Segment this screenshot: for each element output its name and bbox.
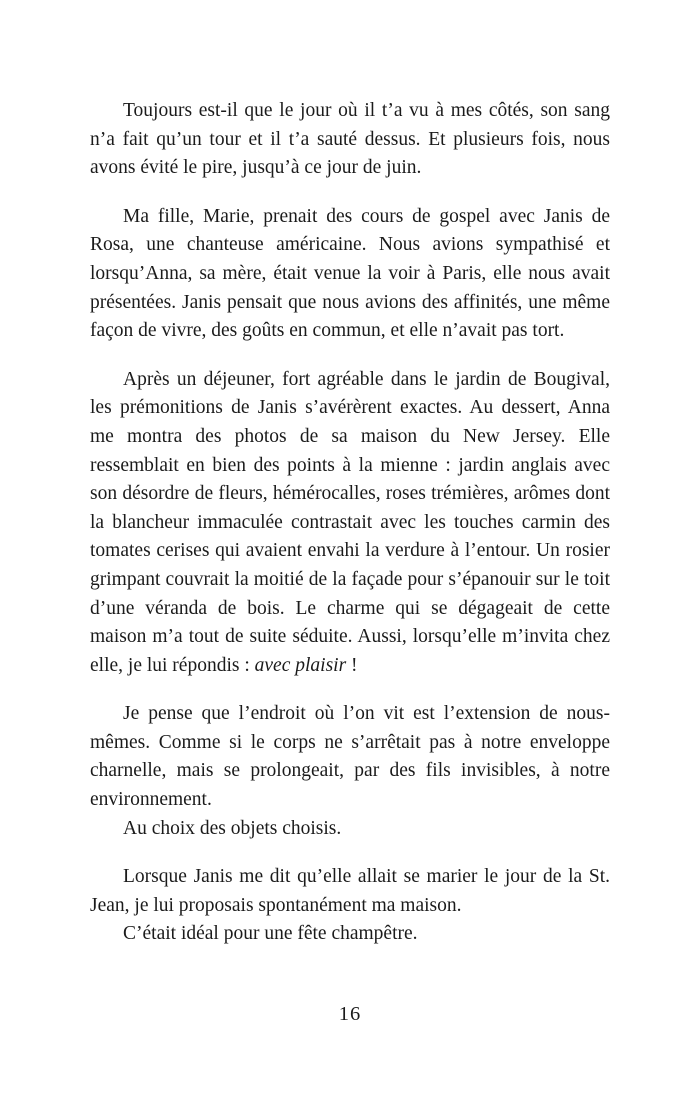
paragraph-text: !	[346, 654, 358, 676]
page-number: 16	[338, 1003, 362, 1025]
paragraph-text: Je pense que l’endroit où l’on vit est l’extension de nous-mêmes. Comme si le corps ne s’arrêtait pas à notre enveloppe charnelle, mais se prolongeait, par des fils invisibles, à notre environnement.	[90, 703, 610, 811]
paragraph-text: C’était idéal pour une fête champêtre.	[123, 923, 418, 945]
paragraph-au-choix	[90, 815, 610, 844]
paragraph-text: Lorsque Janis me dit qu’elle allait se marier le jour de la St. Jean, je lui proposais spontanément ma maison.	[90, 866, 610, 916]
paragraph-ma-fille	[90, 203, 610, 346]
paragraph-text: Au choix des objets choisis.	[123, 817, 342, 839]
page-text	[90, 97, 610, 949]
paragraph-text: Toujours est-il que le jour où il t’a vu à mes côtés, son sang n’a fait qu’un tour et il t’a sauté dessus. Et plusieurs fois, nous avons évité le pire, jusqu’à ce jour de juin.	[90, 100, 610, 179]
italic-phrase: avec plaisir	[254, 654, 347, 676]
page-footer	[0, 1003, 700, 1026]
paragraph-lorsque-janis	[90, 863, 610, 920]
paragraph-je-pense	[90, 700, 610, 814]
paragraph-cetait-ideal	[90, 920, 610, 949]
paragraph-text: Après un déjeuner, fort agréable dans le jardin de Bougival, les prémonitions de Janis s’avérèrent exactes. Au dessert, Anna me montra des photos de sa maison du New Jersey. Elle ressemblait en bien des points à la mienne : jardin anglais avec son désordre de fleurs, hémérocalles, roses trémières, arômes dont la blancheur immaculée contrastait avec les touches carmin des tomates cerises qui avaient envahi la verdure à l’entour. Un rosier grimpant couvrait la moitié de la façade pour s’épanouir sur le toit d’une véranda de bois. Le charme qui se dégageait de cette maison m’a tout de suite séduite. Aussi, lorsqu’elle m’invita chez elle, je lui répondis :	[90, 368, 610, 676]
paragraph-toujours	[90, 97, 610, 183]
paragraph-apres-dejeuner	[90, 366, 610, 681]
paragraph-text: Ma fille, Marie, prenait des cours de gospel avec Janis de Rosa, une chanteuse américaine. Nous avions sympathisé et lorsqu’Anna, sa mère, était venue la voir à Paris, elle nous avait présentées. Janis pensait que nous avions des affinités, une même façon de vivre, des goûts en commun, et elle n’avait pas tort.	[90, 205, 610, 342]
